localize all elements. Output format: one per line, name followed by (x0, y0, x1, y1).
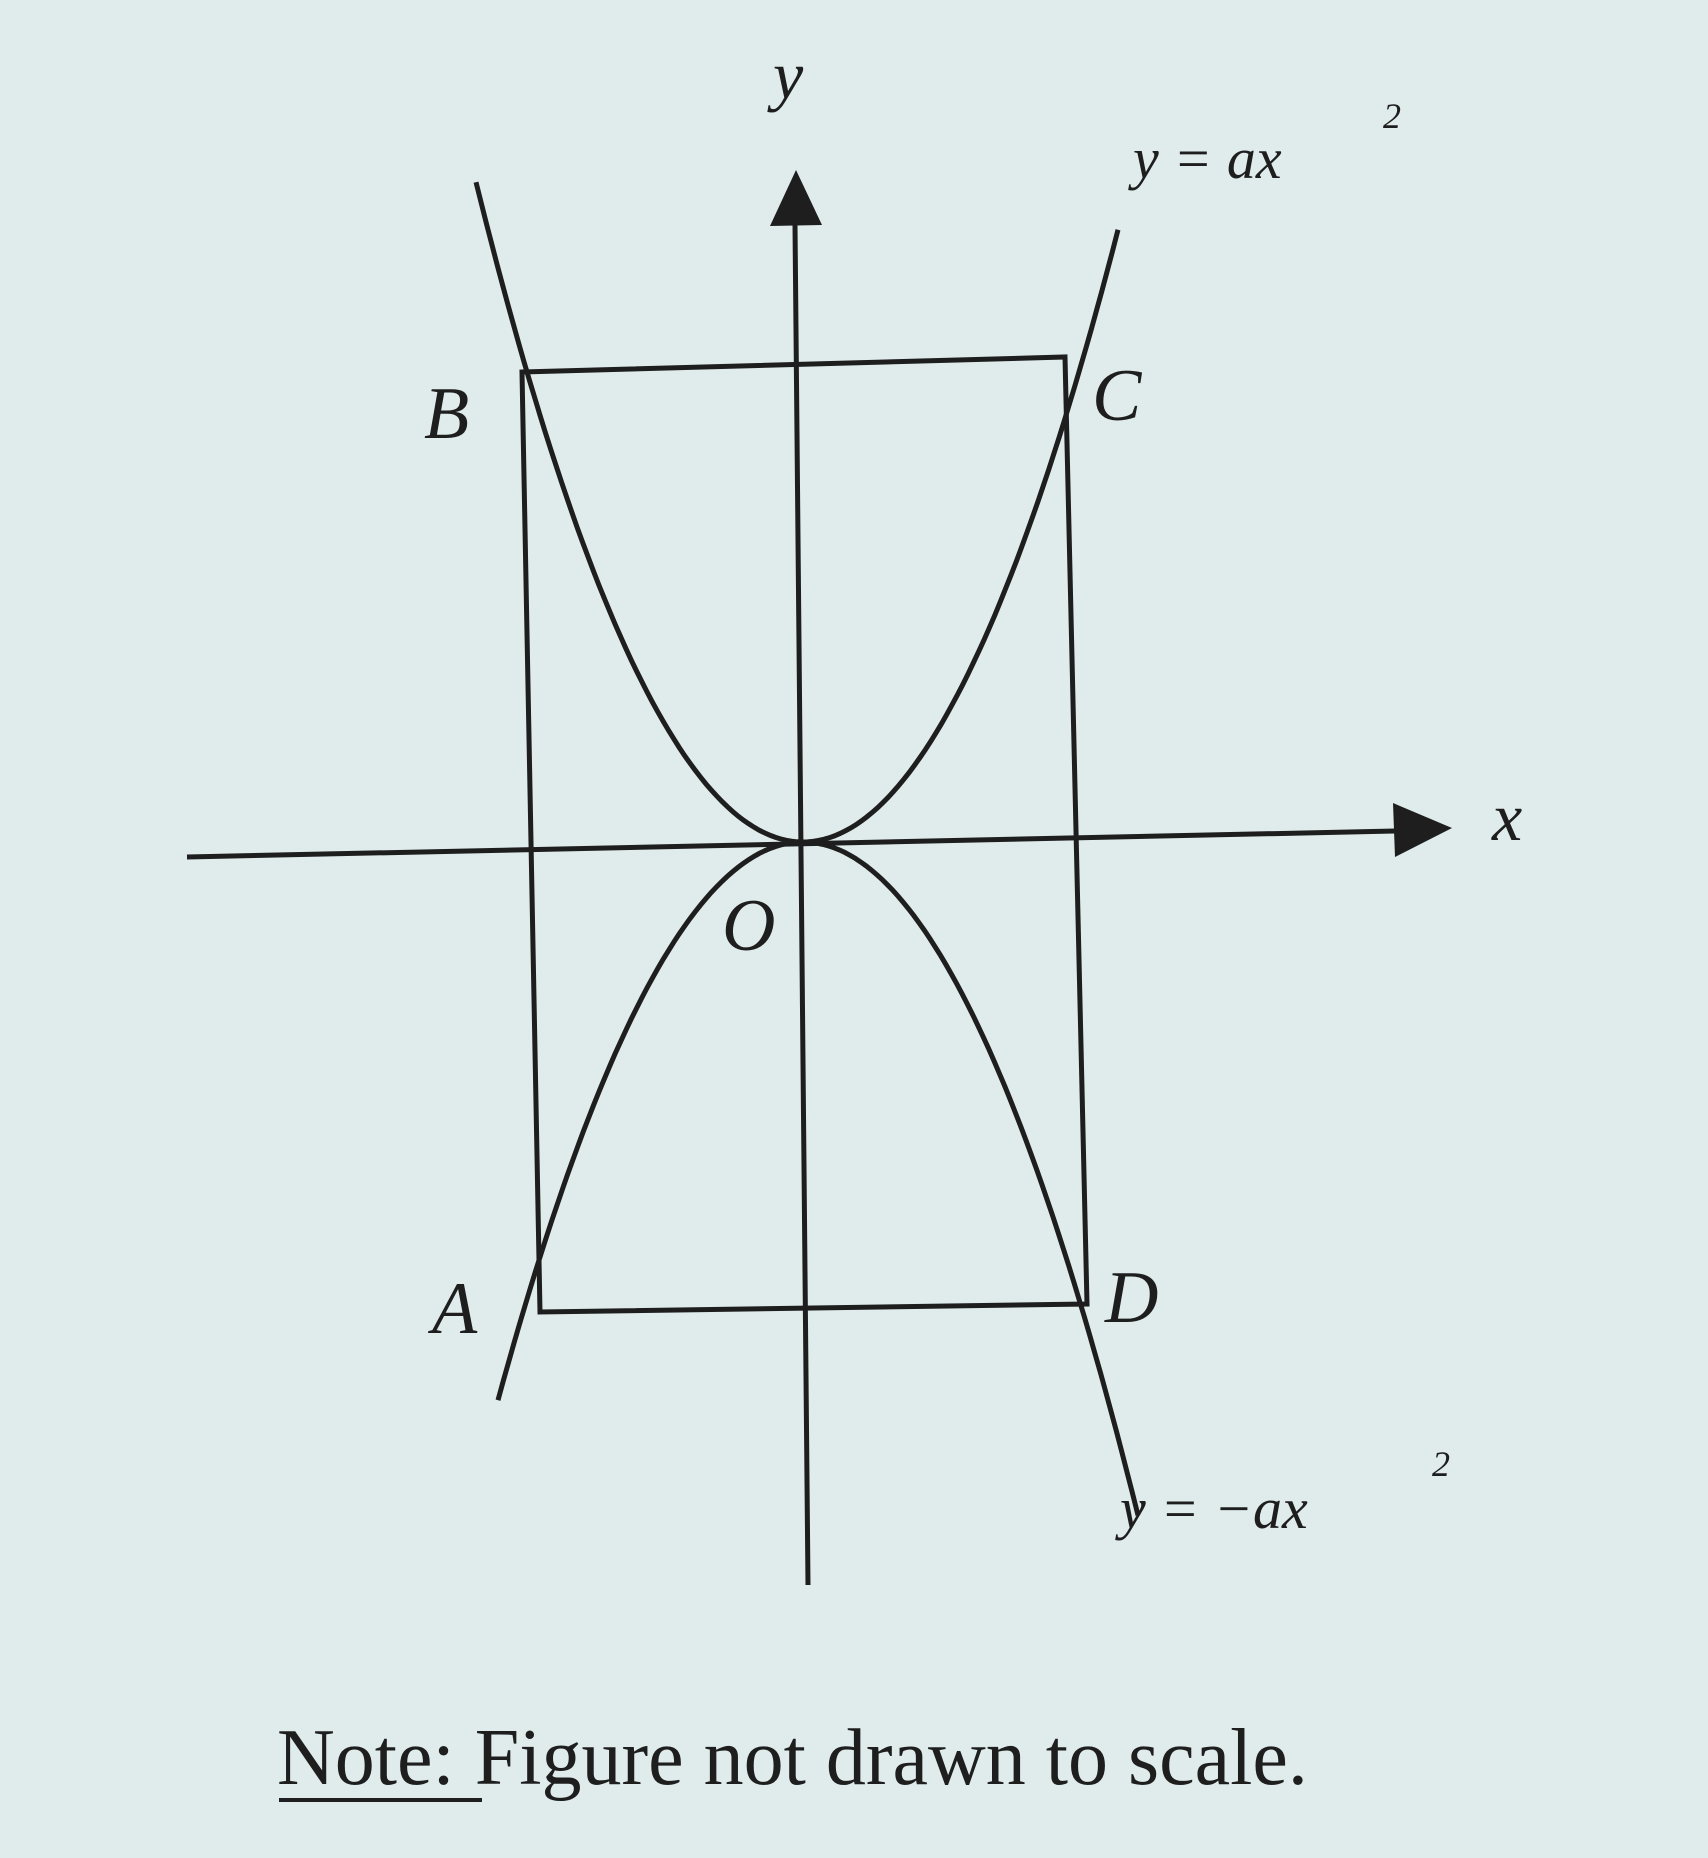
equation-lower (1115, 1444, 1450, 1541)
equation-upper (1128, 96, 1401, 191)
y-axis (795, 225, 808, 1585)
figure-note (277, 1714, 1308, 1802)
parabola-lower-curve (498, 842, 1138, 1515)
equation-lower-main: y = −ax (1120, 1476, 1308, 1541)
equation-upper-main: y = ax (1133, 126, 1282, 191)
equation-lower-exponent: 2 (1432, 1444, 1450, 1484)
y-axis-label: y (773, 37, 804, 113)
point-c-label: C (1092, 355, 1142, 437)
point-d-label: D (1105, 1257, 1159, 1339)
origin-label: O (722, 885, 776, 967)
y-axis-arrowhead (770, 170, 822, 226)
note-label: Note: (277, 1714, 455, 1802)
x-axis-label: x (1492, 779, 1523, 855)
note-text: Figure not drawn to scale. (454, 1714, 1308, 1802)
equation-upper-exponent: 2 (1383, 96, 1401, 136)
point-b-label: B (424, 373, 470, 455)
x-axis-arrowhead (1393, 803, 1452, 857)
point-a-label: A (432, 1268, 478, 1350)
